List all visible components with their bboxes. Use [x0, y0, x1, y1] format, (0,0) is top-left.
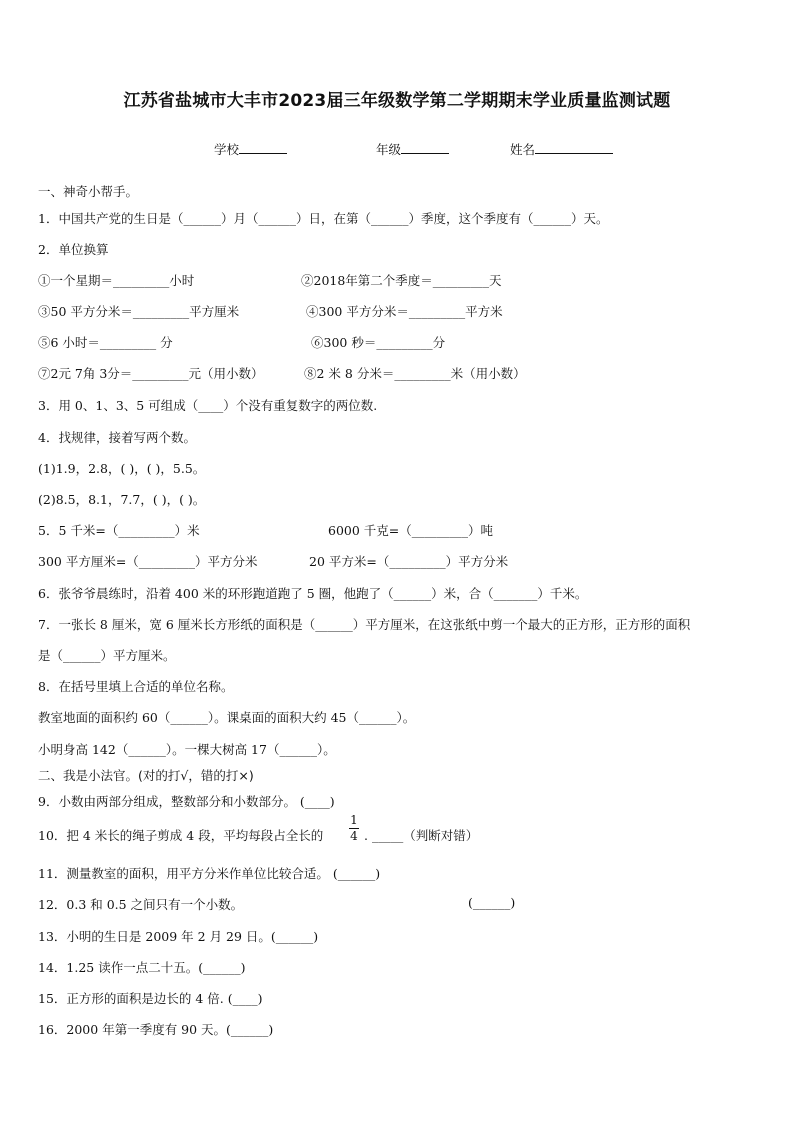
question-2-item-1: ①一个星期＝_________小时	[38, 273, 195, 288]
grade-label: 年级	[376, 142, 402, 157]
fraction-numerator: 1	[350, 813, 358, 827]
school-label: 学校	[214, 142, 240, 157]
question-8-line-1: 教室地面的面积约 60（______）。课桌面的面积大约 45（______）。	[38, 710, 416, 725]
question-2-item-8: ⑧2 米 8 分米＝_________米（用小数）	[304, 366, 526, 381]
question-2-item-7: ⑦2元 7角 3分＝_________元（用小数）	[38, 366, 264, 381]
name-label: 姓名	[510, 142, 536, 157]
question-3: 3．用 0、1、3、5 可组成（____）个没有重复数字的两位数.	[38, 398, 378, 413]
question-12-text: 12．0.3 和 0.5 之间只有一个小数。	[38, 897, 244, 912]
question-10-text: 10．把 4 米长的绳子剪成 4 段，平均每段占全长的	[38, 828, 324, 843]
question-7-line-1: 7．一张长 8 厘米，宽 6 厘米长方形纸的面积是（______）平方厘米，在这张纸中剪一个最大的正方形，正方形的面积	[38, 617, 691, 632]
question-2-item-3: ③50 平方分米＝_________平方厘米	[38, 304, 240, 319]
question-11: 11．测量教室的面积，用平方分米作单位比较合适。 (______)	[38, 866, 381, 881]
question-2-item-5: ⑤6 小时＝_________ 分	[38, 335, 173, 350]
section-2-heading: 二、我是小法官。(对的打√，错的打×)	[38, 768, 254, 783]
school-field[interactable]	[214, 140, 287, 158]
question-8: 8．在括号里填上合适的单位名称。	[38, 679, 234, 694]
question-13: 13．小明的生日是 2009 年 2 月 29 日。(______)	[38, 929, 319, 944]
question-5-part-a: 5．5 千米=（_________）米	[38, 523, 200, 538]
fraction-one-quarter	[347, 814, 361, 843]
name-blank[interactable]	[535, 141, 613, 154]
question-12-answer: (______)	[468, 895, 516, 910]
question-5-part-c: 300 平方厘米=（_________）平方分米	[38, 554, 258, 569]
question-10-judgement: . _____（判断对错）	[364, 828, 479, 843]
fraction-denominator: 4	[350, 829, 358, 843]
question-7-line-2: 是（______）平方厘米。	[38, 648, 176, 663]
document-title: 江苏省盐城市大丰市2023届三年级数学第二学期期末学业质量监测试题	[123, 91, 671, 111]
question-4: 4．找规律，接着写两个数。	[38, 430, 196, 445]
question-6: 6．张爷爷晨练时，沿着 400 米的环形跑道跑了 5 圈，他跑了（______）米，合（_______）千米。	[38, 586, 588, 601]
question-1: 1．中国共产党的生日是（______）月（______）日，在第（______）季度，这个季度有（______）天。	[38, 211, 609, 226]
section-1-heading: 一、神奇小帮手。	[38, 184, 139, 199]
name-field[interactable]	[510, 140, 613, 158]
school-blank[interactable]	[239, 141, 287, 154]
question-2-item-2: ②2018年第二个季度＝_________天	[301, 273, 502, 288]
question-2-item-6: ⑥300 秒＝_________分	[311, 335, 446, 350]
grade-field[interactable]	[376, 140, 449, 158]
question-2: 2．单位换算	[38, 242, 109, 257]
question-15: 15．正方形的面积是边长的 4 倍. (____)	[38, 991, 263, 1006]
question-9: 9．小数由两部分组成，整数部分和小数部分。 (____)	[38, 794, 335, 809]
question-8-line-2: 小明身高 142（______）。一棵大树高 17（______）。	[38, 742, 336, 757]
question-5-part-d: 20 平方米=（_________）平方分米	[309, 554, 509, 569]
question-4-part-2: (2)8.5，8.1，7.7，( )，( )。	[38, 492, 206, 507]
question-4-part-1: (1)1.9，2.8，( )，( )，5.5。	[38, 461, 206, 476]
question-2-item-4: ④300 平方分米＝_________平方米	[306, 304, 503, 319]
question-16: 16．2000 年第一季度有 90 天。(______)	[38, 1022, 274, 1037]
question-5-part-b: 6000 千克=（_________）吨	[328, 523, 494, 538]
question-14: 14．1.25 读作一点二十五。(______)	[38, 960, 246, 975]
grade-blank[interactable]	[401, 141, 449, 154]
